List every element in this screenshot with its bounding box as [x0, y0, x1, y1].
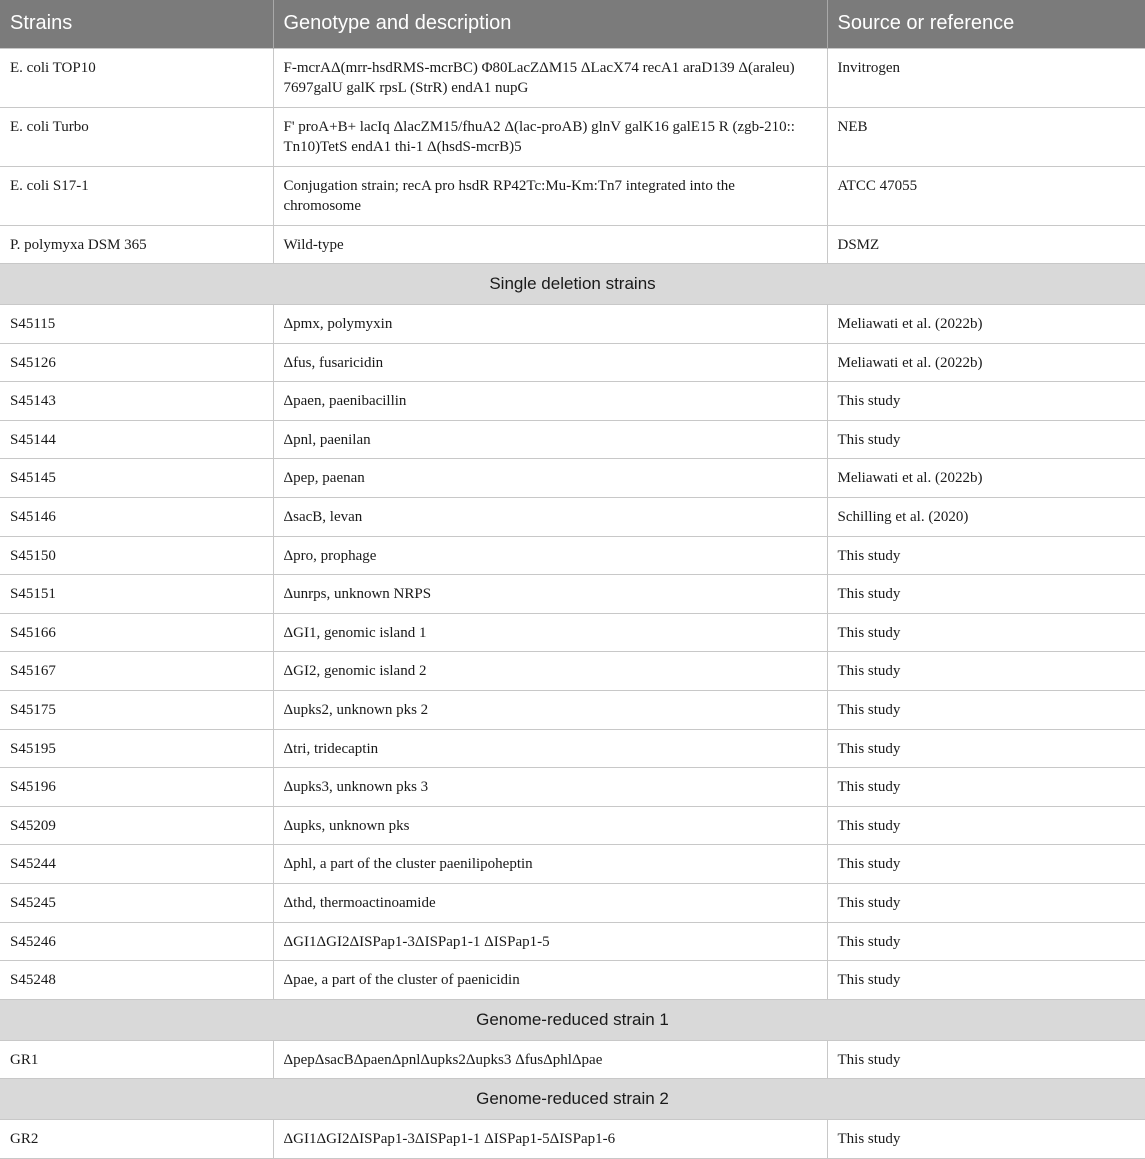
source-cell: This study	[827, 382, 1145, 421]
table-row	[0, 343, 1145, 382]
table-row	[0, 922, 1145, 961]
genotype-line: Conjugation strain; recA pro hsdR RP42Tc:Mu-Km:Tn7 integrated into the	[283, 177, 735, 194]
genotype-cell	[273, 48, 827, 107]
genotype-line: Tn10)TetS endA1 thi-1 Δ(hsdS-mcrB)5	[283, 138, 522, 155]
section-header-row	[0, 1079, 1145, 1120]
strain-cell: GR1	[0, 1040, 273, 1079]
genotype-cell: Δfus, fusaricidin	[273, 343, 827, 382]
source-cell: This study	[827, 768, 1145, 807]
genotype-cell	[273, 107, 827, 166]
genotype-cell: Δpep, paenan	[273, 459, 827, 498]
source-cell: This study	[827, 845, 1145, 884]
header-row	[0, 0, 1145, 48]
section-header-row	[0, 999, 1145, 1040]
header-genotype: Genotype and description	[273, 0, 827, 48]
strain-cell: S45244	[0, 845, 273, 884]
genotype-cell: Δthd, thermoactinoamide	[273, 884, 827, 923]
table-row	[0, 691, 1145, 730]
strain-cell: S45246	[0, 922, 273, 961]
table-row	[0, 1120, 1145, 1159]
strain-cell: S45143	[0, 382, 273, 421]
table-row	[0, 498, 1145, 537]
strain-cell: S45146	[0, 498, 273, 537]
source-cell: This study	[827, 1120, 1145, 1159]
table-row	[0, 575, 1145, 614]
source-cell: This study	[827, 1040, 1145, 1079]
source-cell: This study	[827, 691, 1145, 730]
source-cell: This study	[827, 922, 1145, 961]
source-cell: Invitrogen	[827, 48, 1145, 107]
strain-cell: S45209	[0, 806, 273, 845]
source-cell: This study	[827, 961, 1145, 1000]
genotype-cell: Δtri, tridecaptin	[273, 729, 827, 768]
source-cell: Meliawati et al. (2022b)	[827, 459, 1145, 498]
table-row	[0, 961, 1145, 1000]
genotype-line: 7697galU galK rpsL (StrR) endA1 nupG	[283, 79, 529, 96]
strain-cell: S45150	[0, 536, 273, 575]
section-header-row	[0, 264, 1145, 305]
genotype-cell: Δunrps, unknown NRPS	[273, 575, 827, 614]
strain-cell: GR2	[0, 1120, 273, 1159]
single-deletion-body	[0, 305, 1145, 1000]
table-row	[0, 806, 1145, 845]
genotype-cell: Wild-type	[273, 225, 827, 264]
strain-cell: E. coli S17-1	[0, 166, 273, 225]
strain-cell: E. coli Turbo	[0, 107, 273, 166]
strain-cell: S45196	[0, 768, 273, 807]
strain-cell: E. coli TOP10	[0, 48, 273, 107]
strain-cell: S45248	[0, 961, 273, 1000]
genotype-cell: ΔGI2, genomic island 2	[273, 652, 827, 691]
genotype-cell	[273, 166, 827, 225]
source-cell: This study	[827, 729, 1145, 768]
table-row	[0, 459, 1145, 498]
table-row	[0, 382, 1145, 421]
source-cell: ATCC 47055	[827, 166, 1145, 225]
strain-cell: S45144	[0, 420, 273, 459]
strain-cell: S45115	[0, 305, 273, 344]
strain-cell: S45167	[0, 652, 273, 691]
source-cell: This study	[827, 575, 1145, 614]
source-cell: This study	[827, 420, 1145, 459]
strain-cell: S45126	[0, 343, 273, 382]
genotype-cell: ΔGI1ΔGI2ΔISPap1-3ΔISPap1-1 ΔISPap1-5ΔISPap1-6	[273, 1120, 827, 1159]
table-row	[0, 1040, 1145, 1079]
strain-cell: S45195	[0, 729, 273, 768]
genotype-cell: ΔGI1, genomic island 1	[273, 613, 827, 652]
table-row	[0, 305, 1145, 344]
source-cell: Meliawati et al. (2022b)	[827, 305, 1145, 344]
strain-cell: S45245	[0, 884, 273, 923]
genotype-cell: ΔpepΔsacBΔpaenΔpnlΔupks2Δupks3 ΔfusΔphlΔpae	[273, 1040, 827, 1079]
source-cell: DSMZ	[827, 225, 1145, 264]
table-row	[0, 225, 1145, 264]
genotype-cell: Δpaen, paenibacillin	[273, 382, 827, 421]
strain-cell: P. polymyxa DSM 365	[0, 225, 273, 264]
source-cell: This study	[827, 884, 1145, 923]
source-cell: This study	[827, 652, 1145, 691]
source-cell: This study	[827, 613, 1145, 652]
source-cell: Schilling et al. (2020)	[827, 498, 1145, 537]
genotype-cell: Δupks, unknown pks	[273, 806, 827, 845]
source-cell: Meliawati et al. (2022b)	[827, 343, 1145, 382]
section-genome-reduced-2: Genome-reduced strain 2	[0, 1079, 1145, 1120]
source-cell: NEB	[827, 107, 1145, 166]
table-row	[0, 768, 1145, 807]
section-genome-reduced-1: Genome-reduced strain 1	[0, 999, 1145, 1040]
genotype-cell: Δpae, a part of the cluster of paenicidin	[273, 961, 827, 1000]
table-row	[0, 536, 1145, 575]
source-cell: This study	[827, 806, 1145, 845]
genotype-line: chromosome	[283, 197, 361, 214]
section-single-deletion: Single deletion strains	[0, 264, 1145, 305]
strain-cell: S45166	[0, 613, 273, 652]
table-row	[0, 48, 1145, 107]
genotype-cell: Δupks2, unknown pks 2	[273, 691, 827, 730]
table-row	[0, 107, 1145, 166]
genotype-cell: Δpro, prophage	[273, 536, 827, 575]
genotype-cell: ΔsacB, levan	[273, 498, 827, 537]
table-row	[0, 166, 1145, 225]
table-row	[0, 420, 1145, 459]
table-row	[0, 613, 1145, 652]
header-source: Source or reference	[827, 0, 1145, 48]
strain-cell: S45175	[0, 691, 273, 730]
strain-cell: S45145	[0, 459, 273, 498]
genotype-line: F' proA+B+ lacIq ΔlacZM15/fhuA2 Δ(lac-proAB) glnV galK16 galE15 R (zgb-210::	[283, 118, 795, 135]
genotype-cell: Δpmx, polymyxin	[273, 305, 827, 344]
header-strains: Strains	[0, 0, 273, 48]
genotype-cell: Δupks3, unknown pks 3	[273, 768, 827, 807]
table-row	[0, 884, 1145, 923]
genotype-line: F-mcrAΔ(mrr-hsdRMS-mcrBC) Φ80LacZΔM15 ΔLacX74 recA1 araD139 Δ(araleu)	[283, 59, 795, 76]
source-cell: This study	[827, 536, 1145, 575]
genotype-cell: ΔGI1ΔGI2ΔISPap1-3ΔISPap1-1 ΔISPap1-5	[273, 922, 827, 961]
table-row	[0, 652, 1145, 691]
genotype-cell: Δpnl, paenilan	[273, 420, 827, 459]
genotype-cell: Δphl, a part of the cluster paenilipoheptin	[273, 845, 827, 884]
table-row	[0, 729, 1145, 768]
strain-cell: S45151	[0, 575, 273, 614]
table-row	[0, 845, 1145, 884]
